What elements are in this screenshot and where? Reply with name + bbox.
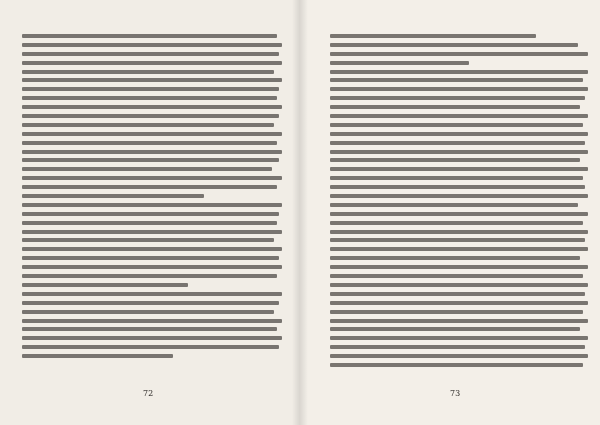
page-number-right: 73: [450, 389, 461, 398]
page-number-left: 72: [143, 389, 154, 398]
right-page-text-block: [330, 34, 588, 372]
left-page-text-block: [22, 34, 282, 363]
right-page: [300, 0, 600, 425]
book-gutter: [292, 0, 308, 425]
